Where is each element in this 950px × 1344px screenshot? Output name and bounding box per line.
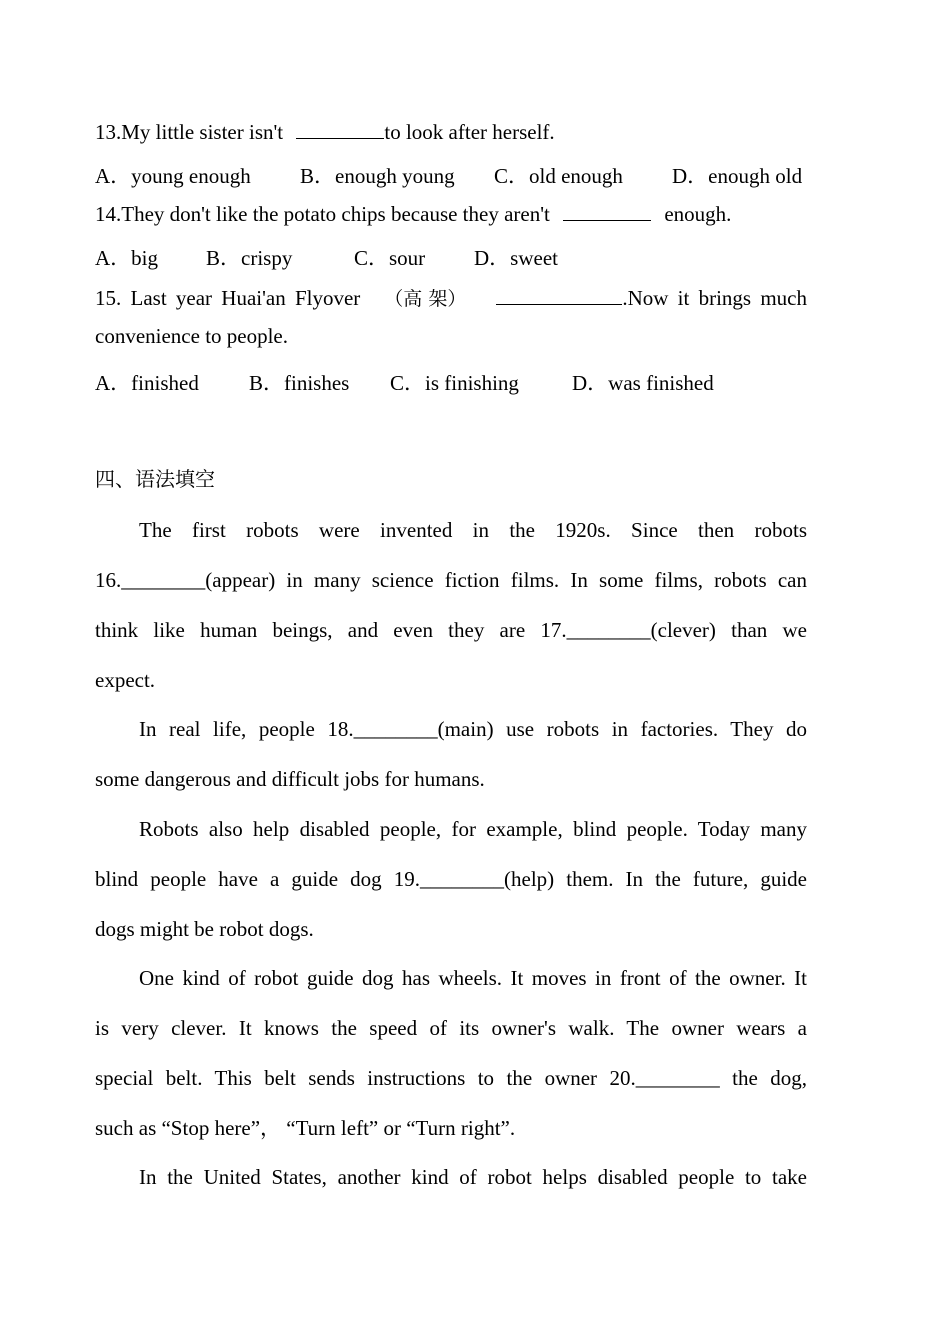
question-14-stem — [95, 201, 807, 225]
question-15-option-b[interactable]: B．finishes — [249, 371, 350, 395]
question-15-option-c[interactable]: C．is finishing — [390, 371, 519, 395]
question-13-stem — [95, 119, 807, 143]
question-14-blank[interactable] — [563, 201, 651, 221]
question-15-stem-end: .Now it brings much — [622, 286, 807, 310]
question-14-option-b[interactable]: B．crispy — [206, 246, 293, 270]
question-13-option-b[interactable]: B．enough young — [300, 164, 455, 188]
passage-line-2: 16.________(appear) in many science fiction films. In some films, robots can — [95, 568, 807, 592]
question-15-option-a[interactable]: A．finished — [95, 371, 199, 395]
question-15-option-d[interactable]: D．was finished — [572, 371, 714, 395]
passage-line-8: blind people have a guide dog 19.________(help) them. In the future, guide — [95, 867, 807, 891]
passage-line-5: In real life, people 18.________(main) use robots in factories. They do — [139, 717, 807, 741]
question-13-option-d[interactable]: D．enough old — [672, 164, 803, 188]
passage-line-12: special belt. This belt sends instructions to the owner 20.________ the dog, — [95, 1066, 807, 1090]
question-15-blank[interactable] — [496, 285, 622, 305]
question-14-option-c[interactable]: C．sour — [354, 246, 426, 270]
passage-line-14: In the United States, another kind of robot helps disabled people to take — [139, 1165, 807, 1189]
question-15-stem-continued: convenience to people. — [95, 324, 288, 348]
passage-line-1: The first robots were invented in the 1920s. Since then robots — [139, 518, 807, 542]
question-14-stem-end: enough. — [664, 202, 732, 226]
question-13-stem-start: 13.My little sister isn't — [95, 120, 284, 144]
question-14-option-a[interactable]: A．big — [95, 246, 158, 270]
question-15-stem-start: 15. Last year Huai'an Flyover — [95, 286, 361, 310]
passage-line-13: such as “Stop here”， “Turn left” or “Turn right”. — [95, 1116, 516, 1140]
question-13-stem-end: to look after herself. — [384, 120, 555, 144]
question-13-blank[interactable] — [296, 119, 384, 139]
passage-line-4: expect. — [95, 668, 156, 692]
question-14-stem-start: 14.They don't like the potato chips because they aren't — [95, 202, 550, 226]
passage-line-9: dogs might be robot dogs. — [95, 917, 314, 941]
passage-line-7: Robots also help disabled people, for example, blind people. Today many — [139, 817, 807, 841]
passage-line-3: think like human beings, and even they are 17.________(clever) than we — [95, 618, 807, 642]
question-15-cjk-note: （高 架） — [384, 288, 467, 310]
passage-line-11: is very clever. It knows the speed of its owner's walk. The owner wears a — [95, 1016, 807, 1040]
passage-line-10: One kind of robot guide dog has wheels. It moves in front of the owner. It — [139, 966, 807, 990]
passage-line-6: some dangerous and difficult jobs for humans. — [95, 767, 485, 791]
question-15-stem — [95, 285, 807, 309]
question-13-option-c[interactable]: C．old enough — [494, 164, 623, 188]
section-heading: 四、语法填空 — [95, 467, 215, 491]
question-14-option-d[interactable]: D．sweet — [474, 246, 558, 270]
question-13-option-a[interactable]: A．young enough — [95, 164, 251, 188]
